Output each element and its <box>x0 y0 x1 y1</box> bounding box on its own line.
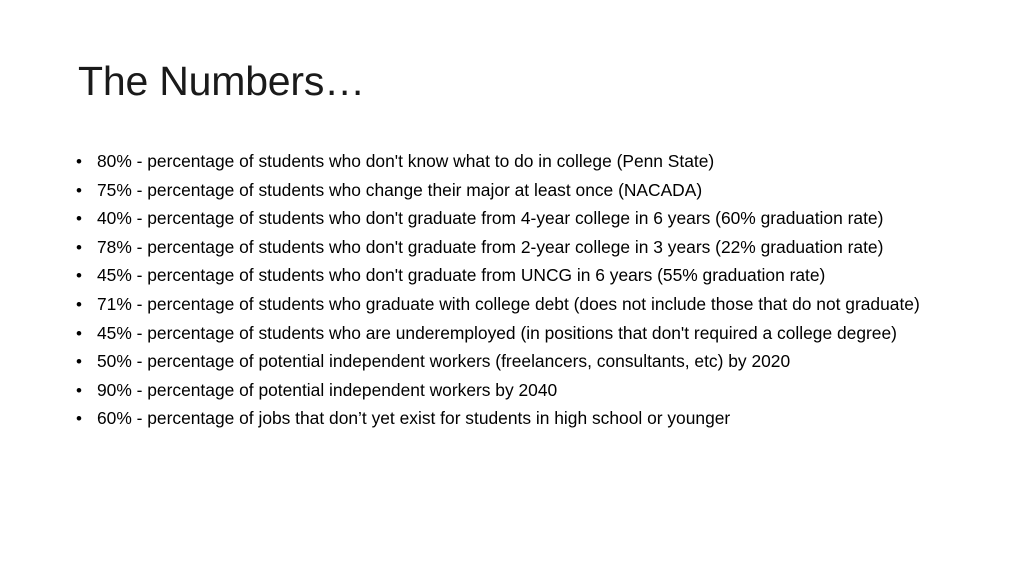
bullet-text: 80% - percentage of students who don't know what to do in college (Penn State) <box>97 151 715 171</box>
bullet-text: 40% - percentage of students who don't graduate from 4-year college in 6 years (60% graduation rate) <box>97 208 884 229</box>
bullet-item <box>76 179 956 200</box>
bullet-dot-icon: • <box>76 409 82 429</box>
bullet-text: 60% - percentage of jobs that don’t yet exist for students in high school or younger <box>97 408 731 429</box>
bullet-dot-icon: • <box>76 152 82 171</box>
bullet-text: 45% - percentage of students who don't graduate from UNCG in 6 years (55% graduation rate) <box>97 265 826 286</box>
bullet-dot-icon: • <box>76 237 82 257</box>
bullet-text: 50% - percentage of potential independent workers (freelancers, consultants, etc) by 2020 <box>97 351 791 372</box>
bullet-item <box>76 153 956 170</box>
bullet-item <box>76 410 956 427</box>
bullet-item <box>76 210 956 227</box>
bullet-item <box>76 379 956 400</box>
bullet-item <box>76 293 956 314</box>
bullet-item <box>76 267 956 284</box>
bullet-text: 78% - percentage of students who don't graduate from 2-year college in 3 years (22% graduation rate) <box>97 236 884 257</box>
bullet-text: 45% - percentage of students who are underemployed (in positions that don't required a college degree) <box>97 322 897 343</box>
bullet-dot-icon: • <box>76 294 82 314</box>
bullet-item <box>76 236 956 257</box>
slide-title: The Numbers… <box>78 58 365 104</box>
bullet-dot-icon: • <box>76 266 82 286</box>
bullet-dot-icon: • <box>76 209 82 229</box>
bullet-text: 71% - percentage of students who graduate with college debt (does not include those that do not graduate) <box>97 293 920 314</box>
bullet-dot-icon: • <box>76 323 82 343</box>
bullet-item <box>76 322 956 343</box>
bullet-dot-icon: • <box>76 180 82 200</box>
bullet-text: 90% - percentage of potential independent workers by 2040 <box>97 379 558 400</box>
bullet-item <box>76 353 956 370</box>
bullet-text: 75% - percentage of students who change their major at least once (NACADA) <box>97 179 703 200</box>
bullet-dot-icon: • <box>76 380 82 400</box>
bullet-list <box>76 153 956 439</box>
bullet-dot-icon: • <box>76 352 82 372</box>
